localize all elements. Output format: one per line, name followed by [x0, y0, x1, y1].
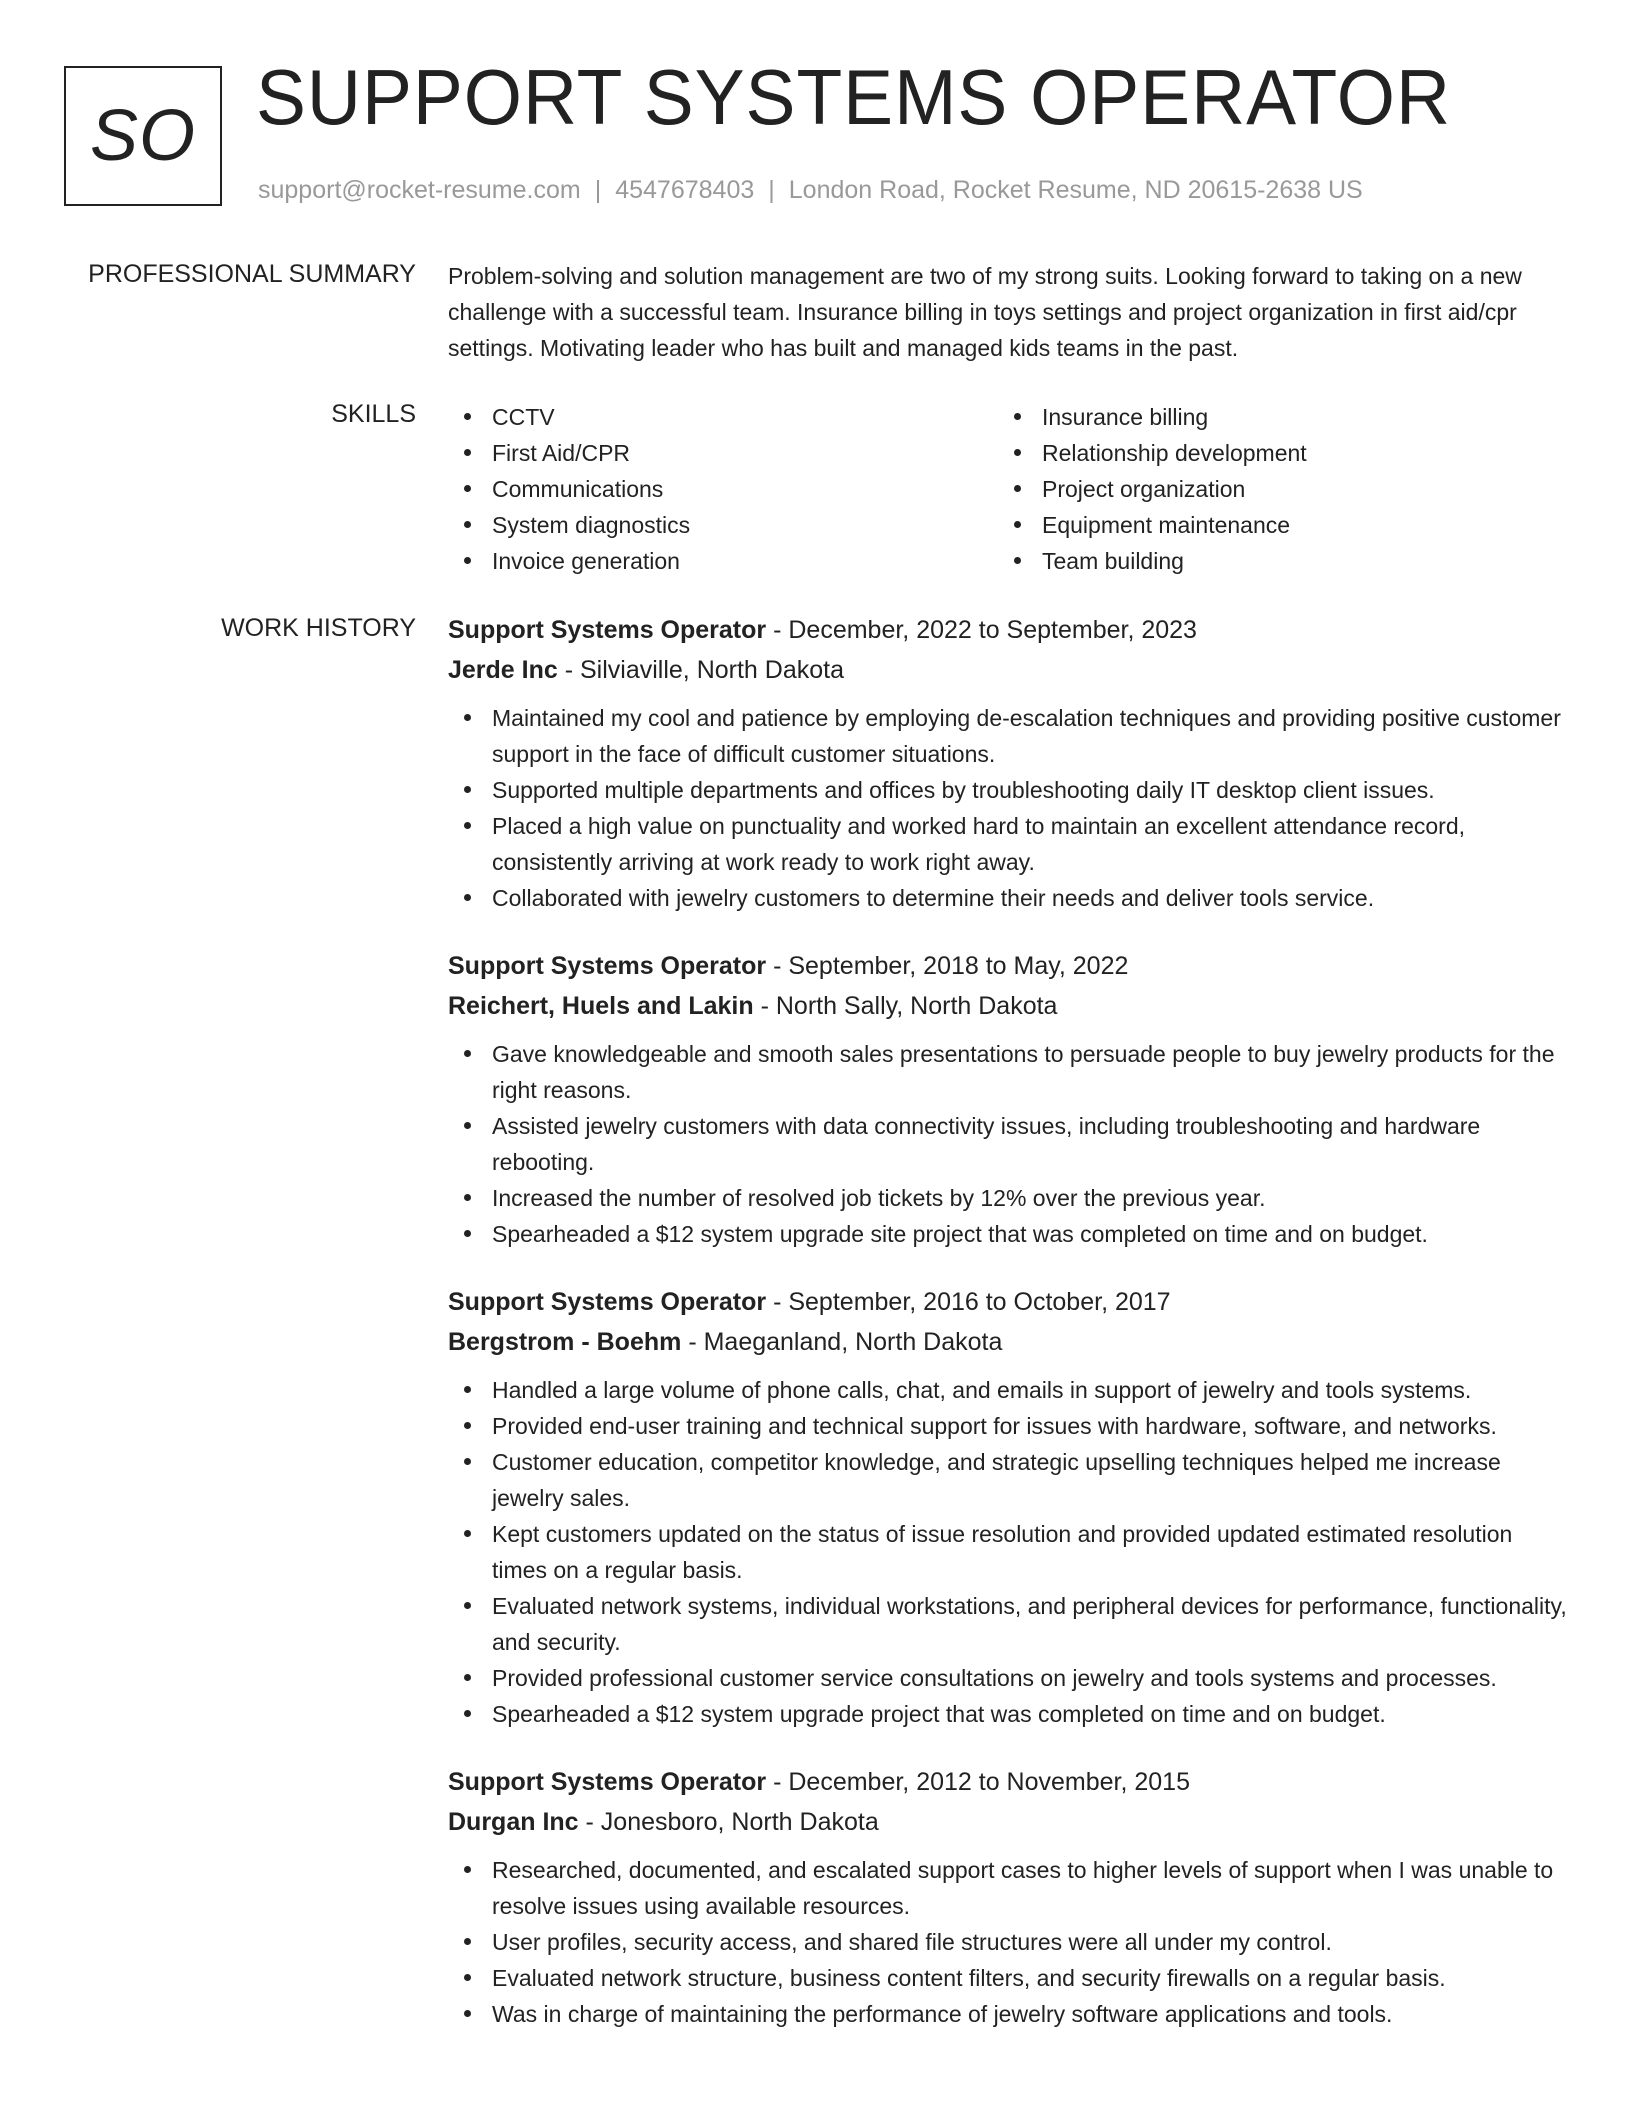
- job-bullet: Gave knowledgeable and smooth sales presentations to persuade people to buy jewelry products for the right reasons.: [448, 1036, 1568, 1108]
- contact-line: [258, 176, 1363, 205]
- work-history-heading: WORK HISTORY: [221, 614, 416, 642]
- job-bullets: [448, 700, 1568, 916]
- job-bullet: Spearheaded a $12 system upgrade project that was completed on time and on budget.: [448, 1696, 1568, 1732]
- skills-heading: SKILLS: [331, 400, 416, 428]
- job-dates: - September, 2018 to May, 2022: [766, 952, 1129, 980]
- skill-item: Insurance billing: [998, 399, 1548, 435]
- job-entry: [448, 946, 1568, 1252]
- job-location: - Silviaville, North Dakota: [557, 656, 844, 684]
- job-title: Support Systems Operator: [448, 616, 767, 644]
- summary-section: [448, 258, 1568, 366]
- summary-text: Problem-solving and solution management are two of my strong suits. Looking forward to taking on a new challenge with a successful team. Insurance billing in toys settings and project organization in first aid/cpr settings. Motivating leader who has built and managed kids teams in the past.: [448, 263, 1522, 361]
- monogram-box: [64, 66, 222, 206]
- job-bullet: Supported multiple departments and offices by troubleshooting daily IT desktop client issues.: [448, 772, 1568, 808]
- contact-phone[interactable]: 4547678403: [615, 176, 755, 204]
- job-bullet: Provided professional customer service consultations on jewelry and tools systems and processes.: [448, 1660, 1568, 1696]
- job-title-line: [448, 610, 1568, 650]
- contact-email[interactable]: support@rocket-resume.com: [258, 176, 581, 204]
- job-dates: - December, 2022 to September, 2023: [766, 616, 1197, 644]
- job-bullet: Handled a large volume of phone calls, chat, and emails in support of jewelry and tools systems.: [448, 1372, 1568, 1408]
- job-location: - Jonesboro, North Dakota: [578, 1808, 879, 1836]
- job-bullet: Was in charge of maintaining the performance of jewelry software applications and tools.: [448, 1996, 1568, 2032]
- skills-list-right: [998, 399, 1548, 579]
- job-bullet: Customer education, competitor knowledge, and strategic upselling techniques helped me increase jewelry sales.: [448, 1444, 1568, 1516]
- job-bullet: Provided end-user training and technical support for issues with hardware, software, and networks.: [448, 1408, 1568, 1444]
- job-bullet: Kept customers updated on the status of issue resolution and provided updated estimated resolution times on a regular basis.: [448, 1516, 1568, 1588]
- work-history-section: [448, 610, 1568, 2062]
- job-bullet: Collaborated with jewelry customers to determine their needs and deliver tools service.: [448, 880, 1568, 916]
- job-bullets: [448, 1372, 1568, 1732]
- skill-item: System diagnostics: [448, 507, 998, 543]
- skill-item: Communications: [448, 471, 998, 507]
- skill-item: CCTV: [448, 399, 998, 435]
- skill-item: Relationship development: [998, 435, 1548, 471]
- skill-item: Invoice generation: [448, 543, 998, 579]
- job-location: - Maeganland, North Dakota: [681, 1328, 1003, 1356]
- job-company: Reichert, Huels and Lakin: [448, 992, 754, 1020]
- job-company-line: [448, 1802, 1568, 1842]
- job-bullet: Assisted jewelry customers with data connectivity issues, including troubleshooting and hardware rebooting.: [448, 1108, 1568, 1180]
- job-bullet: Maintained my cool and patience by employing de-escalation techniques and providing positive customer support in the face of difficult customer situations.: [448, 700, 1568, 772]
- job-company: Bergstrom - Boehm: [448, 1328, 682, 1356]
- job-location: - North Sally, North Dakota: [753, 992, 1058, 1020]
- skill-item: Equipment maintenance: [998, 507, 1548, 543]
- job-bullet: Increased the number of resolved job tickets by 12% over the previous year.: [448, 1180, 1568, 1216]
- job-dates: - September, 2016 to October, 2017: [766, 1288, 1171, 1316]
- job-company-line: [448, 1322, 1568, 1362]
- job-title: Support Systems Operator: [448, 1768, 767, 1796]
- job-bullet: Evaluated network structure, business content filters, and security firewalls on a regular basis.: [448, 1960, 1568, 1996]
- skill-item: First Aid/CPR: [448, 435, 998, 471]
- job-entry: [448, 1762, 1568, 2032]
- job-bullet: Researched, documented, and escalated support cases to higher levels of support when I was unable to resolve issues using available resources.: [448, 1852, 1568, 1924]
- contact-address: London Road, Rocket Resume, ND 20615-2638 US: [788, 176, 1363, 204]
- skills-list-left: [448, 399, 998, 579]
- job-title: Support Systems Operator: [448, 952, 767, 980]
- summary-heading: PROFESSIONAL SUMMARY: [88, 260, 416, 288]
- job-bullet: Evaluated network systems, individual workstations, and peripheral devices for performance, functionality, and security.: [448, 1588, 1568, 1660]
- skill-item: Team building: [998, 543, 1548, 579]
- job-bullets: [448, 1852, 1568, 2032]
- job-company-line: [448, 650, 1568, 690]
- job-entry: [448, 610, 1568, 916]
- job-company: Jerde Inc: [448, 656, 558, 684]
- monogram-initials: SO: [89, 96, 197, 176]
- job-title-line: [448, 946, 1568, 986]
- skills-section: [448, 399, 1568, 579]
- job-title: Support Systems Operator: [448, 1288, 767, 1316]
- job-bullet: Spearheaded a $12 system upgrade site project that was completed on time and on budget.: [448, 1216, 1568, 1252]
- job-bullets: [448, 1036, 1568, 1252]
- page-title: SUPPORT SYSTEMS OPERATOR: [256, 53, 1452, 141]
- job-title-line: [448, 1762, 1568, 1802]
- skill-item: Project organization: [998, 471, 1548, 507]
- job-bullet: User profiles, security access, and shared file structures were all under my control.: [448, 1924, 1568, 1960]
- job-entry: [448, 1282, 1568, 1732]
- job-company: Durgan Inc: [448, 1808, 579, 1836]
- contact-separator: |: [768, 176, 775, 204]
- contact-separator: |: [594, 176, 602, 204]
- job-title-line: [448, 1282, 1568, 1322]
- job-bullet: Placed a high value on punctuality and worked hard to maintain an excellent attendance record, consistently arriving at work ready to work right away.: [448, 808, 1568, 880]
- job-dates: - December, 2012 to November, 2015: [766, 1768, 1190, 1796]
- job-company-line: [448, 986, 1568, 1026]
